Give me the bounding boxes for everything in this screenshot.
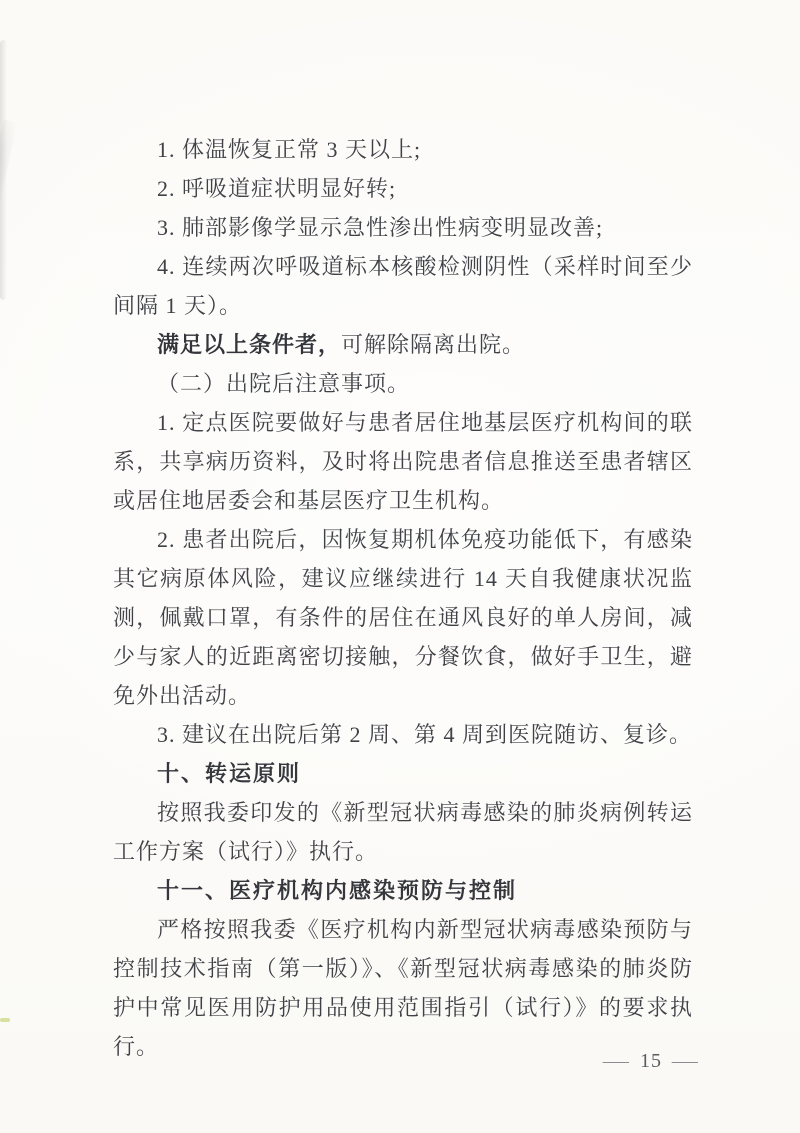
page-number-value: 15 [640,1050,662,1072]
section-heading-transfer-principles: 十、转运原则 [157,761,302,786]
discharge-criterion-3: 3. 肺部影像学显示急性渗出性病变明显改善; [157,215,604,240]
post-discharge-item-3: 3. 建议在出院后第 2 周、第 4 周到医院随访、复诊。 [157,722,693,747]
discharge-criterion-4: 4. 连续两次呼吸道标本核酸检测阴性（采样时间至少间隔 1 天）。 [113,254,693,318]
discharge-conclusion-bold: 满足以上条件者， [157,332,342,357]
discharge-criterion-1: 1. 体温恢复正常 3 天以上; [157,137,422,162]
document-body [113,130,693,1066]
discharge-conclusion-rest: 可解除隔离出院。 [341,332,526,357]
discharge-conclusion [113,325,693,364]
page-number-right-dash: — [671,1050,700,1072]
discharge-criterion-2: 2. 呼吸道症状明显好转; [157,176,397,201]
section-heading-infection-control: 十一、医疗机构内感染预防与控制 [157,878,518,903]
subsection-heading-post-discharge: （二）出院后注意事项。 [157,371,411,396]
post-discharge-item-1: 1. 定点医院要做好与患者居住地基层医疗机构间的联系，共享病历资料，及时将出院患者信息推送至患者辖区或居住地居委会和基层医疗卫生机构。 [113,410,693,513]
page-number-left-dash: — [602,1050,631,1072]
scan-artifact-speck [0,1018,10,1022]
page-number [602,1050,700,1073]
post-discharge-item-2: 2. 患者出院后，因恢复期机体免疫功能低下，有感染其它病原体风险，建议应继续进行 14 天自我健康状况监测，佩戴口罩，有条件的居住在通风良好的单人房间，减少与家人的近距离密切接触，分餐饮食，做好手卫生，避免外出活动。 [113,527,693,708]
infection-control-paragraph: 严格按照我委《医疗机构内新型冠状病毒感染预防与控制技术指南（第一版）》、《新型冠状病毒感染的肺炎防护中常见医用防护用品使用范围指引（试行）》的要求执行。 [113,917,693,1059]
transfer-principles-paragraph: 按照我委印发的《新型冠状病毒感染的肺炎病例转运工作方案（试行）》执行。 [113,800,693,864]
